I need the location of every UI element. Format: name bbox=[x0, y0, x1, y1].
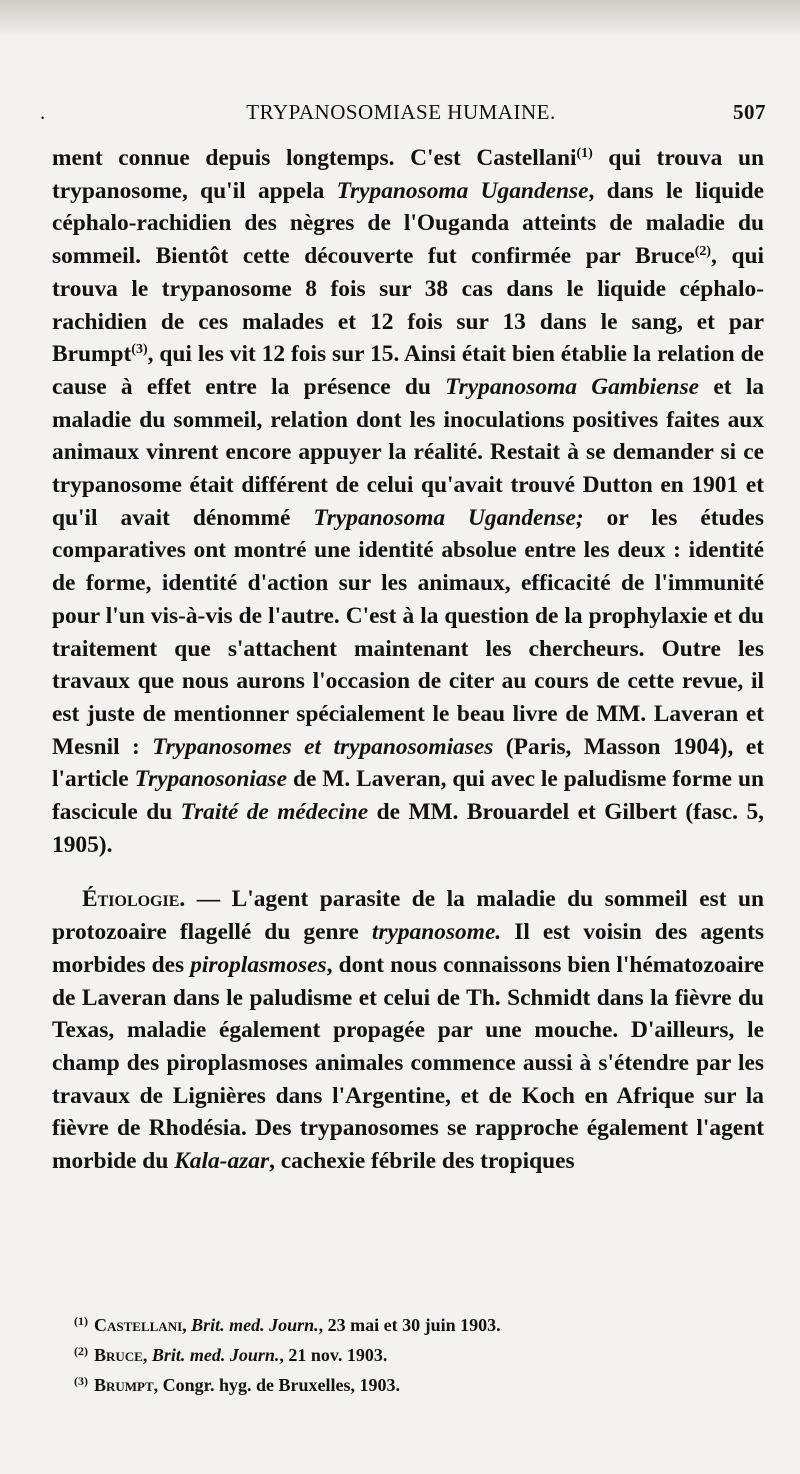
header-dot: . bbox=[40, 100, 46, 124]
paragraph-etiologie: Étiologie. — L'agent parasite de la maladie du sommeil est un protozoaire flagellé du genre trypanosome. Il est voisin des agents morbides des piroplasmoses, dont nous connaissons bien l'hématozoaire de Laveran dans le paludisme et celui de Th. Schmidt dans la fièvre du Texas, maladie également propagée par une mouche. D'ailleurs, le champ des piroplasmoses animales commence aussi à s'étendre par les travaux de Lignières dans l'Argentine, et de Koch en Afrique sur la fièvre de Rhodésia. Des trypanosomes se rapproche également l'agent morbide du Kala-azar, cachexie fébrile des tropiques bbox=[52, 886, 765, 1175]
main-text bbox=[52, 142, 764, 1178]
running-title: TRYPANOSOMIASE HUMAINE. bbox=[246, 100, 556, 124]
footnote-1: $^{(1)}$ Castellani, Brit. med. Journ., 23 mai et 30 juin 1903. bbox=[74, 1314, 501, 1335]
page-number: 507 bbox=[733, 100, 766, 124]
running-header bbox=[36, 100, 766, 136]
footnote-ref-3[interactable]: (3) bbox=[131, 342, 148, 358]
footnotes bbox=[74, 1310, 764, 1400]
footnote-ref-2[interactable]: (2) bbox=[694, 244, 712, 260]
scan-edge-shadow bbox=[0, 0, 800, 38]
paragraph-1: ment connue depuis longtemps. C'est Castellani$^{(1)}$ qui trouva un trypanosome, qu'il appela Trypanosoma Ugandense, dans le liquide céphalo-rachidien des nègres de l'Ouganda atteints de maladie du sommeil. Bientôt cette découverte fut confirmée par Bruce$^{(2)}$, qui trouva le trypanosome 8 fois sur 38 cas dans le liquide céphalo-rachidien de ces malades et 12 fois sur 13 dans le sang, et par Brumpt$^{(3)}$, qui les vit 12 fois sur 15. Ainsi était bien établie la relation de cause à effet entre la présence du Trypanosoma Gambiense et la maladie du sommeil, relation dont les inoculations positives faites aux animaux vinrent encore appuyer la réalité. Restait à se demander si ce trypanosome était différent de celui qu'avait trouvé Dutton en 1901 et qu'il avait dénommé Trypanosoma Ugandense; or les études comparatives ont montré une identité absolue entre les deux : identité de forme, identité d'action sur les animaux, efficacité de l'immunité pour l'un vis-à-vis de l'autre. C'est à la question de la prophylaxie et du traitement que s'attachent maintenant les chercheurs. Outre les travaux que nous aurons l'occasion de citer au cours de cette revue, il est juste de mentionner spécialement le beau livre de MM. Laveran et Mesnil : Trypanosomes et trypanosomiases (Paris, Masson 1904), et l'article Trypanosoniase de M. Laveran, qui avec le paludisme forme un fascicule du Traité de médecine de MM. Brouardel et Gilbert (fasc. 5, 1905). bbox=[52, 145, 765, 858]
footnote-ref-1[interactable]: (1) bbox=[576, 146, 593, 161]
footnote-3: $^{(3)}$ Brumpt, Congr. hyg. de Bruxelles, 1903. bbox=[74, 1374, 401, 1395]
footnote-2: $^{(2)}$ Bruce, Brit. med. Journ., 21 nov. 1903. bbox=[74, 1344, 388, 1365]
section-heading: Étiologie. bbox=[82, 886, 186, 913]
